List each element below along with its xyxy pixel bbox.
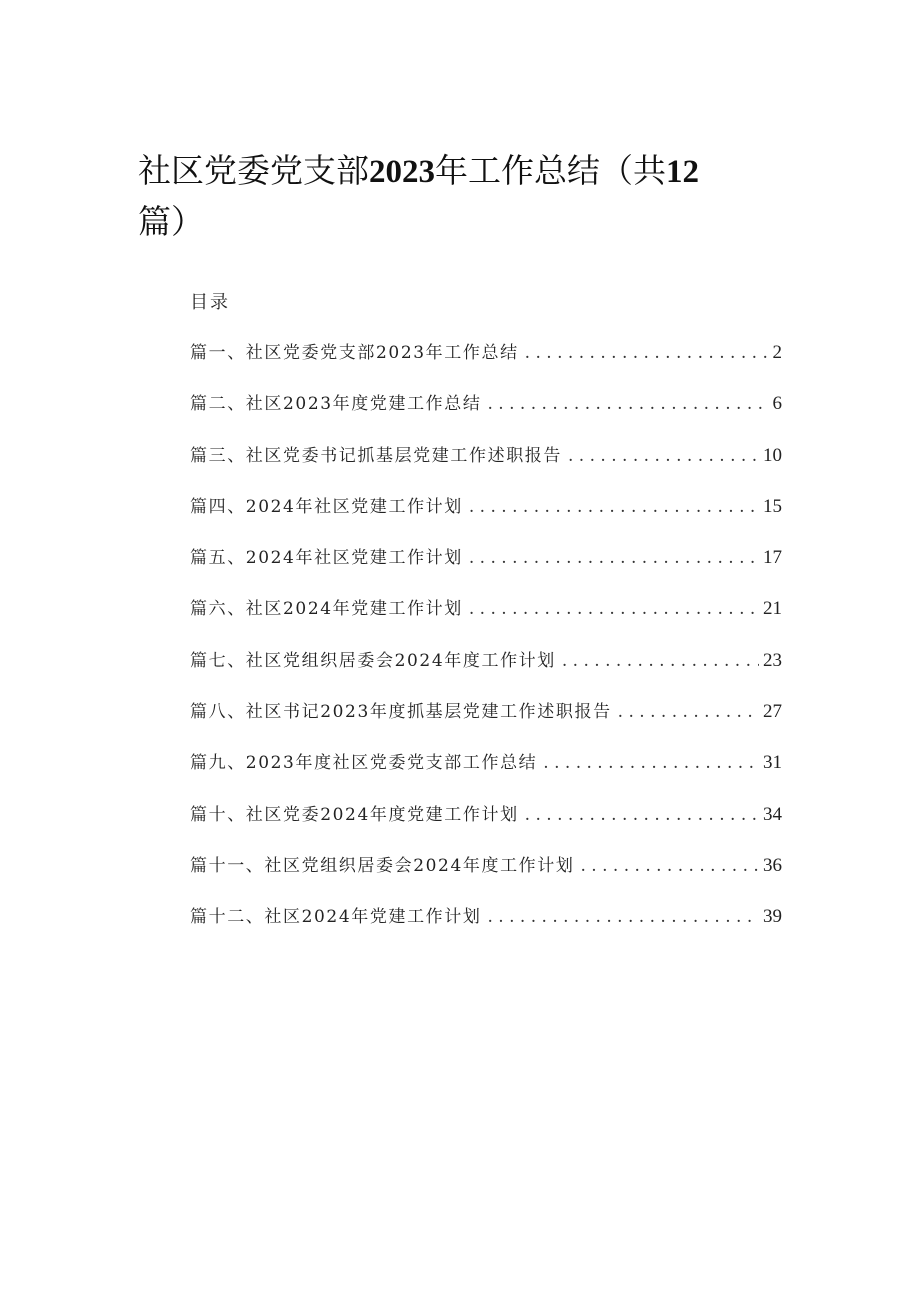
toc-item-10[interactable]	[190, 802, 782, 853]
toc-dot-leader	[487, 904, 759, 930]
toc-dot-leader	[487, 391, 768, 417]
title-count: 12	[666, 154, 699, 190]
toc-dot-leader	[562, 648, 759, 674]
toc-dot-leader	[568, 443, 759, 469]
toc-item-page: 31	[763, 752, 782, 774]
toc-item-page: 36	[763, 854, 782, 876]
toc-item-4[interactable]	[190, 494, 782, 545]
toc-item-label: 篇十二、社区2024年党建工作计划	[190, 907, 482, 928]
toc-item-2[interactable]	[190, 391, 782, 442]
toc-item-11[interactable]	[190, 853, 782, 904]
toc-item-page: 23	[763, 649, 782, 671]
toc-item-page: 21	[763, 598, 782, 620]
toc-item-label: 篇四、2024年社区党建工作计划	[190, 496, 463, 517]
toc-item-label: 篇三、社区党委书记抓基层党建工作述职报告	[190, 445, 562, 466]
toc-item-page: 2	[772, 342, 782, 363]
toc-dot-leader	[525, 340, 769, 366]
toc-item-5[interactable]	[190, 545, 782, 596]
toc-item-label: 篇一、社区党委党支部2023年工作总结	[190, 343, 519, 363]
document-title	[138, 146, 738, 247]
toc-item-label: 篇九、2023年度社区党委党支部工作总结	[190, 753, 538, 774]
toc-item-8[interactable]	[190, 699, 782, 750]
title-part-2: 年工作总结（共	[435, 151, 666, 190]
toc-item-9[interactable]	[190, 750, 782, 801]
toc-item-label: 篇七、社区党组织居委会2024年度工作计划	[190, 650, 556, 671]
toc-item-7[interactable]	[190, 648, 782, 699]
toc-dot-leader	[525, 802, 759, 828]
toc-item-page: 34	[763, 803, 782, 825]
toc-item-3[interactable]	[190, 443, 782, 494]
toc-item-page: 6	[772, 393, 782, 415]
toc-item-label: 篇八、社区书记2023年度抓基层党建工作述职报告	[190, 702, 612, 723]
toc-item-page: 27	[763, 701, 782, 723]
toc-dot-leader	[469, 596, 759, 622]
toc-dot-leader	[618, 699, 759, 725]
toc-dot-leader	[469, 545, 759, 571]
toc-item-label: 篇十一、社区党组织居委会2024年度工作计划	[190, 855, 575, 876]
toc-item-12[interactable]	[190, 904, 782, 955]
title-part-1: 社区党委党支部	[138, 151, 369, 190]
title-part-3: 篇）	[138, 202, 204, 241]
toc-item-label: 篇十、社区党委2024年度党建工作计划	[190, 804, 519, 825]
toc-dot-leader	[580, 853, 759, 879]
toc-dot-leader	[543, 750, 759, 776]
toc-item-page: 17	[763, 547, 782, 569]
toc-item-page: 15	[763, 495, 782, 517]
toc-item-label: 篇二、社区2023年度党建工作总结	[190, 394, 482, 415]
toc-item-page: 10	[763, 444, 782, 466]
toc-item-label: 篇六、社区2024年党建工作计划	[190, 599, 463, 620]
toc-item-6[interactable]	[190, 596, 782, 647]
toc-item-label: 篇五、2024年社区党建工作计划	[190, 548, 463, 569]
toc-item-page: 39	[763, 906, 782, 928]
table-of-contents	[190, 340, 782, 956]
title-year: 2023	[369, 154, 435, 190]
toc-dot-leader	[469, 494, 759, 520]
toc-heading: 目录	[190, 292, 230, 313]
toc-item-1[interactable]	[190, 340, 782, 391]
